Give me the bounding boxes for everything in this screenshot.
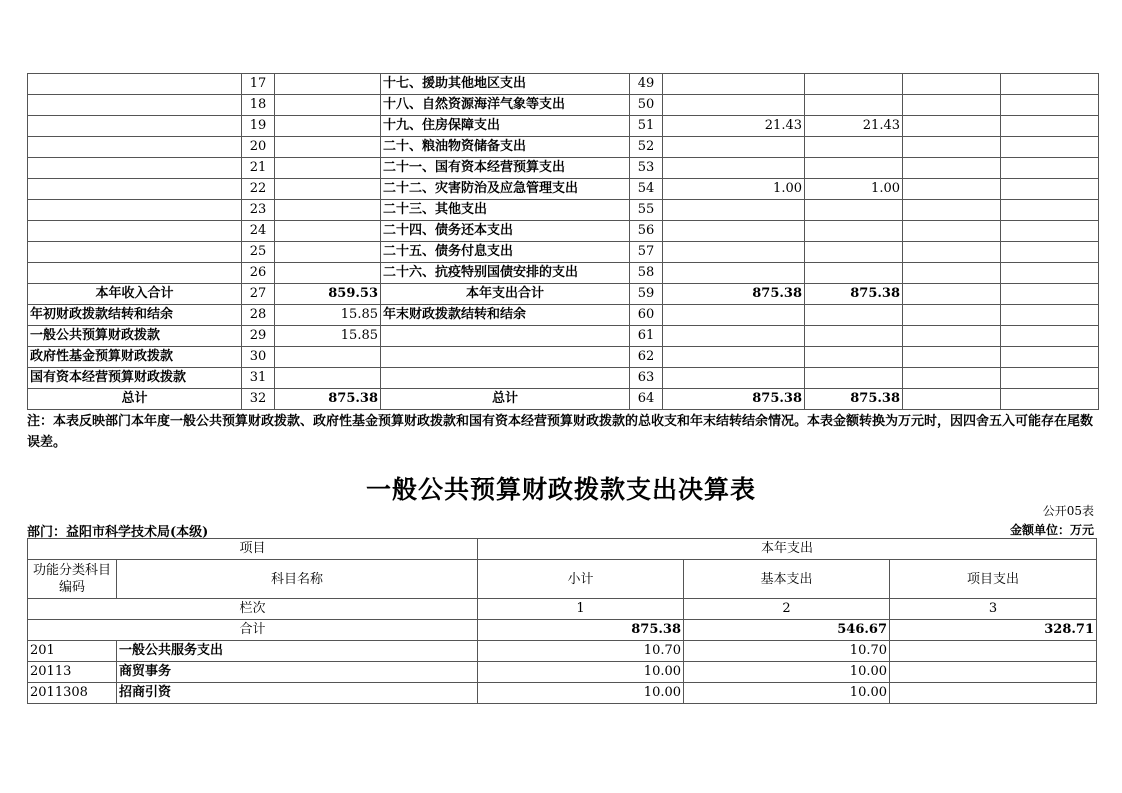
expense-fund-cell (903, 95, 1001, 116)
subtotal-amount: 10.00 (478, 683, 684, 704)
income-amount-cell (275, 200, 381, 221)
line-number: 51 (630, 116, 663, 137)
line-number: 59 (630, 284, 663, 305)
grand-total-label: 总计 (28, 389, 242, 410)
expense-total: 1.00 (663, 179, 805, 200)
income-item: 国有资本经营预算财政拨款 (28, 368, 242, 389)
table-row (28, 662, 1097, 683)
expense-capital-cell (1001, 137, 1099, 158)
expense-fund-cell (903, 158, 1001, 179)
expense-general (805, 74, 903, 95)
income-expense-table (27, 73, 1099, 410)
expense-fund-cell (903, 116, 1001, 137)
expense-capital-cell (1001, 95, 1099, 116)
income-amount-cell (275, 179, 381, 200)
expense-total (663, 200, 805, 221)
function-code: 20113 (28, 662, 117, 683)
table-row (28, 95, 1099, 116)
line-number: 25 (242, 242, 275, 263)
income-item-cell (28, 95, 242, 116)
income-amount (275, 347, 381, 368)
header-item: 项目 (28, 539, 478, 560)
table-row (28, 221, 1099, 242)
expense-general (805, 95, 903, 116)
line-number: 49 (630, 74, 663, 95)
table-row (28, 137, 1099, 158)
expense-capital-cell (1001, 179, 1099, 200)
line-number: 32 (242, 389, 275, 410)
expense-total: 875.38 (663, 389, 805, 410)
expense-item: 二十二、灾害防治及应急管理支出 (381, 179, 630, 200)
line-number: 26 (242, 263, 275, 284)
header-this-year: 本年支出 (478, 539, 1097, 560)
function-code: 201 (28, 641, 117, 662)
expense-item: 十七、援助其他地区支出 (381, 74, 630, 95)
expense-capital-cell (1001, 389, 1099, 410)
form-number: 公开05表 (1042, 504, 1094, 518)
expense-fund-cell (903, 305, 1001, 326)
income-item-cell (28, 263, 242, 284)
expense-total-label: 本年支出合计 (381, 284, 630, 305)
expense-capital-cell (1001, 347, 1099, 368)
income-total-row (28, 284, 1099, 305)
expense-total: 875.38 (663, 284, 805, 305)
expense-fund-cell (903, 263, 1001, 284)
expense-fund-cell (903, 326, 1001, 347)
expense-fund-cell (903, 389, 1001, 410)
expense-total (663, 95, 805, 116)
column-index-label: 栏次 (28, 599, 478, 620)
expense-general-cell (805, 305, 903, 326)
line-number: 21 (242, 158, 275, 179)
line-number: 23 (242, 200, 275, 221)
income-amount-cell (275, 116, 381, 137)
line-number: 60 (630, 305, 663, 326)
line-number: 54 (630, 179, 663, 200)
project-amount (890, 683, 1097, 704)
line-number: 17 (242, 74, 275, 95)
grand-total-row (28, 389, 1099, 410)
table-row (28, 200, 1099, 221)
subject-name: 一般公共服务支出 (117, 641, 478, 662)
income-amount (275, 368, 381, 389)
income-amount-cell (275, 242, 381, 263)
basic-amount: 10.70 (684, 641, 890, 662)
expense-total: 21.43 (663, 116, 805, 137)
table-row (28, 683, 1097, 704)
header-basic: 基本支出 (684, 560, 890, 599)
expense-general: 875.38 (805, 284, 903, 305)
expense-general (805, 221, 903, 242)
expense-fund-cell (903, 179, 1001, 200)
expenditure-table (27, 538, 1097, 704)
income-item-cell (28, 221, 242, 242)
line-number: 29 (242, 326, 275, 347)
expense-capital-cell (1001, 221, 1099, 242)
income-item-cell (28, 158, 242, 179)
income-amount-cell (275, 95, 381, 116)
carry-row (28, 305, 1099, 326)
expense-fund-cell (903, 200, 1001, 221)
carry-row (28, 326, 1099, 347)
expense-capital-cell (1001, 74, 1099, 95)
line-number: 56 (630, 221, 663, 242)
page-title: 一般公共预算财政拨款支出决算表 (365, 475, 756, 504)
basic-amount: 10.00 (684, 683, 890, 704)
line-number: 18 (242, 95, 275, 116)
expense-fund-cell (903, 221, 1001, 242)
expense-general-cell (805, 368, 903, 389)
line-number: 27 (242, 284, 275, 305)
expense-capital-cell (1001, 158, 1099, 179)
line-number: 64 (630, 389, 663, 410)
income-amount-cell (275, 221, 381, 242)
expense-general (805, 158, 903, 179)
line-number: 20 (242, 137, 275, 158)
line-number: 22 (242, 179, 275, 200)
expense-total (663, 242, 805, 263)
table-row (28, 74, 1099, 95)
basic-amount: 10.00 (684, 662, 890, 683)
line-number: 50 (630, 95, 663, 116)
subject-name: 商贸事务 (117, 662, 478, 683)
line-number: 31 (242, 368, 275, 389)
expense-item (381, 347, 630, 368)
column-index-2: 2 (684, 599, 890, 620)
line-number: 24 (242, 221, 275, 242)
income-amount: 15.85 (275, 326, 381, 347)
subject-name: 招商引资 (117, 683, 478, 704)
column-index-3: 3 (890, 599, 1097, 620)
project-amount (890, 662, 1097, 683)
income-item-cell (28, 179, 242, 200)
expense-general: 875.38 (805, 389, 903, 410)
unit-label: 金额单位：万元 (1009, 523, 1094, 537)
expense-capital-cell (1001, 242, 1099, 263)
table-row (28, 641, 1097, 662)
line-number: 53 (630, 158, 663, 179)
expense-item: 二十、粮油物资储备支出 (381, 137, 630, 158)
line-number: 28 (242, 305, 275, 326)
table-row (28, 158, 1099, 179)
expense-general: 1.00 (805, 179, 903, 200)
expense-grand-total-label: 总计 (381, 389, 630, 410)
line-number: 57 (630, 242, 663, 263)
income-total-label: 本年收入合计 (28, 284, 242, 305)
expense-general (805, 263, 903, 284)
expense-general (805, 242, 903, 263)
expense-fund-cell (903, 368, 1001, 389)
expense-fund-cell (903, 242, 1001, 263)
expense-total-cell (663, 368, 805, 389)
income-total-amount: 859.53 (275, 284, 381, 305)
expense-item: 二十一、国有资本经营预算支出 (381, 158, 630, 179)
expense-capital-cell (1001, 368, 1099, 389)
expense-item (381, 326, 630, 347)
expense-total (663, 158, 805, 179)
subtotal-amount: 10.00 (478, 662, 684, 683)
expense-item: 二十三、其他支出 (381, 200, 630, 221)
income-item-cell (28, 242, 242, 263)
table-row (28, 242, 1099, 263)
expense-general (805, 200, 903, 221)
header-subtotal: 小计 (478, 560, 684, 599)
income-item: 年初财政拨款结转和结余 (28, 305, 242, 326)
income-amount-cell (275, 137, 381, 158)
income-item: 一般公共预算财政拨款 (28, 326, 242, 347)
total-label: 合计 (28, 620, 478, 641)
header-project: 项目支出 (890, 560, 1097, 599)
expense-item: 二十五、债务付息支出 (381, 242, 630, 263)
income-item-cell (28, 137, 242, 158)
expense-capital-cell (1001, 305, 1099, 326)
expense-item: 十八、自然资源海洋气象等支出 (381, 95, 630, 116)
line-number: 61 (630, 326, 663, 347)
expense-total-cell (663, 347, 805, 368)
expense-capital-cell (1001, 263, 1099, 284)
income-item-cell (28, 200, 242, 221)
expense-total (663, 221, 805, 242)
grand-total-amount: 875.38 (275, 389, 381, 410)
subtotal-amount: 10.70 (478, 641, 684, 662)
expense-total (663, 74, 805, 95)
column-index-1: 1 (478, 599, 684, 620)
expense-item: 年末财政拨款结转和结余 (381, 305, 630, 326)
total-subtotal: 875.38 (478, 620, 684, 641)
table-row (28, 116, 1099, 137)
table-row (28, 263, 1099, 284)
line-number: 58 (630, 263, 663, 284)
table-note: 注：本表反映部门本年度一般公共预算财政拨款、政府性基金预算财政拨款和国有资本经营预算财政拨款的总收支和年末结转结余情况。本表金额转换为万元时，因四舍五入可能存在尾数误差。 (27, 414, 1094, 450)
expense-fund-cell (903, 284, 1001, 305)
header-name: 科目名称 (117, 560, 478, 599)
expense-capital-cell (1001, 116, 1099, 137)
income-amount-cell (275, 74, 381, 95)
expense-general (805, 137, 903, 158)
expense-total (663, 263, 805, 284)
expense-total-cell (663, 326, 805, 347)
expense-general-cell (805, 326, 903, 347)
expense-capital-cell (1001, 200, 1099, 221)
total-project: 328.71 (890, 620, 1097, 641)
income-amount-cell (275, 263, 381, 284)
expense-fund-cell (903, 74, 1001, 95)
income-amount-cell (275, 158, 381, 179)
income-item-cell (28, 116, 242, 137)
line-number: 62 (630, 347, 663, 368)
expense-item (381, 368, 630, 389)
expense-item: 十九、住房保障支出 (381, 116, 630, 137)
carry-row (28, 368, 1099, 389)
income-amount: 15.85 (275, 305, 381, 326)
expense-capital-cell (1001, 326, 1099, 347)
carry-row (28, 347, 1099, 368)
function-code: 2011308 (28, 683, 117, 704)
income-item: 政府性基金预算财政拨款 (28, 347, 242, 368)
expense-item: 二十四、债务还本支出 (381, 221, 630, 242)
expense-general-cell (805, 347, 903, 368)
table-row (28, 179, 1099, 200)
expense-total (663, 137, 805, 158)
line-number: 52 (630, 137, 663, 158)
expense-fund-cell (903, 347, 1001, 368)
expense-item: 二十六、抗疫特别国债安排的支出 (381, 263, 630, 284)
expense-total-cell (663, 305, 805, 326)
expense-capital-cell (1001, 284, 1099, 305)
project-amount (890, 641, 1097, 662)
department-label: 部门：益阳市科学技术局(本级) (27, 525, 209, 540)
line-number: 55 (630, 200, 663, 221)
total-basic: 546.67 (684, 620, 890, 641)
line-number: 30 (242, 347, 275, 368)
line-number: 63 (630, 368, 663, 389)
line-number: 19 (242, 116, 275, 137)
expense-fund-cell (903, 137, 1001, 158)
income-item-cell (28, 74, 242, 95)
header-code: 功能分类科目编码 (28, 560, 117, 599)
expense-general: 21.43 (805, 116, 903, 137)
